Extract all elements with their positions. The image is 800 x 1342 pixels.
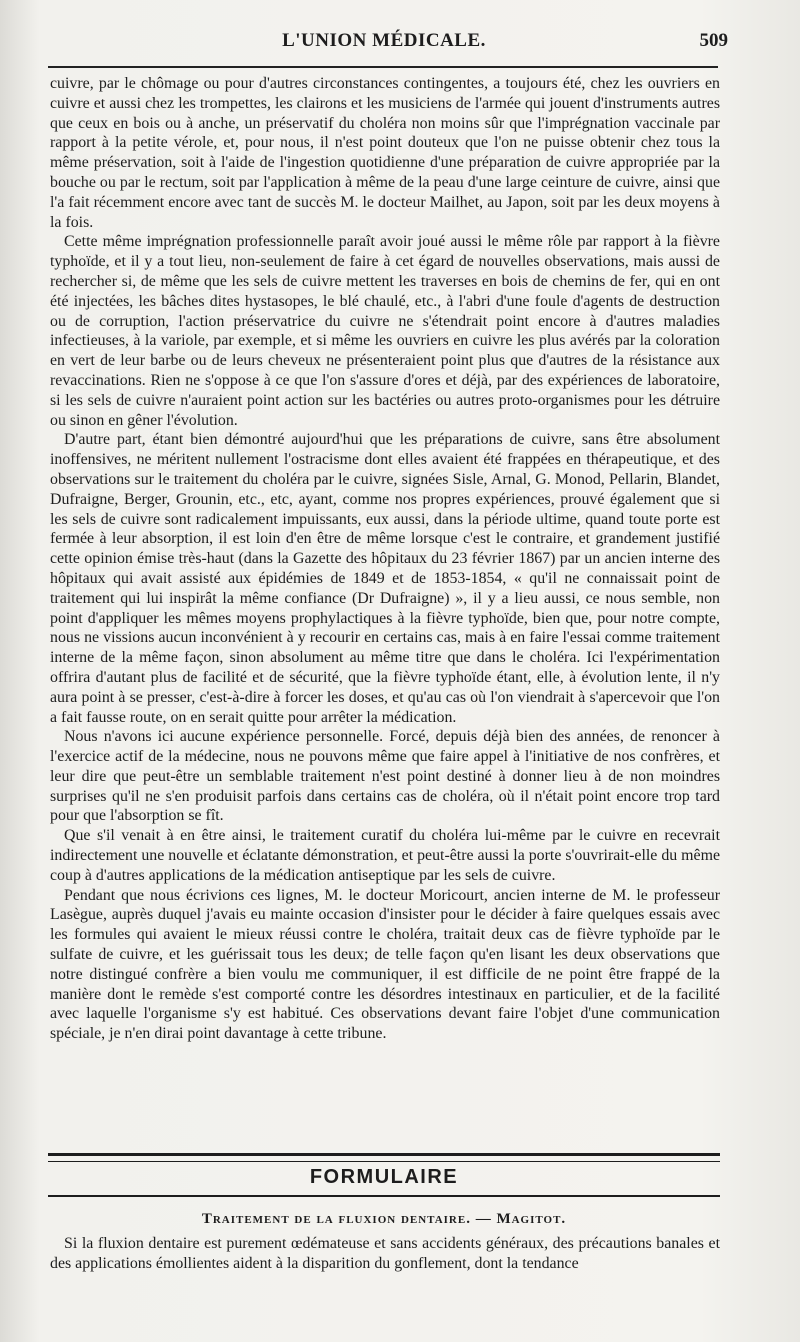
paragraph-5: Que s'il venait à en être ainsi, le traitement curatif du choléra lui-même par le cuivre en recevrait indirectement une nouvelle et éclatante démonstration, et peut-être aussi la porte s'ouvrirait-elle du même coup à d'autres applications de la médication antiseptique par les sels de cuivre. — [50, 827, 721, 884]
formula-text — [50, 1234, 720, 1274]
running-header — [48, 30, 728, 60]
paragraph-4: Nous n'avons ici aucune expérience personnelle. Forcé, depuis déjà bien des années, de renoncer à l'exercice actif de la médecine, nous ne pouvons même que faire appel à l'initiative de nos confrères, et leur dire que peut-être un semblable traitement n'est point destiné à donner lieu à de non moindres surprises qu'il ne s'en produisit parfois dans certains cas de choléra, où il n'était point encore trop tard pour que l'absorption se fît. — [50, 728, 720, 825]
paragraph-2: Cette même imprégnation professionnelle paraît avoir joué aussi le même rôle par rapport à la fièvre typhoïde, et il y a tout lieu, non-seulement de faire à cet égard de nouvelles observations, mais aussi de rechercher si, de même que les sels de cuivre mettent les traverses en bois de chemins de fer, qui en ont été injectées, les bâches dites hystasopes, le blé chaulé, etc., à l'abri d'une foule d'agents de destruction ou de corruption, l'action préservatrice du cuivre ne s'étendrait point encore à d'autres maladies infectieuses, à la variole, par exemple, et si même les ouvriers en cuivre les plus avérés par la coloration en vert de leur barbe ou de leurs cheveux ne présenteraient point plus que d'autres de la résistance aux revaccinations. Rien ne s'oppose à ce que l'on s'assure d'ores et déjà, par des expériences de laboratoire, si les sels de cuivre n'auraient point action sur les bactéries ou autres proto-organismes pour les détruire ou sinon en gêner l'évolution. — [50, 233, 720, 429]
page-number: 509 — [699, 30, 728, 51]
paragraph-3: D'autre part, étant bien démontré aujourd'hui que les préparations de cuivre, sans être absolument inoffensives, ne méritent nullement l'ostracisme dont elles avaient été frappées en thérapeutique, et des observations sur le traitement du choléra par le cuivre, signées Sisle, Arnal, G. Monod, Pellarin, Blandet, Dufraigne, Berger, Grounin, etc., etc, ayant, comme nos propres expériences, prouvé également que si les sels de cuivre sont radicalement impuissants, eux aussi, dans la période ultime, quand toute porte est fermée à leur absorption, il est loin d'en être de même lorsque c'est le contraire, et grandement justifié cette opinion émise très-haut (dans la Gazette des hôpitaux du 23 février 1867) par un ancien interne des hôpitaux qui avait assisté aux épidémies de 1849 et de 1853-1854, « qu'il ne connaissait point de traitement qui lui inspirât la même confiance (Dr Dufraigne) », il y a lieu aussi, ce nous semble, non point d'appliquer les mêmes moyens prophylactiques à la fièvre typhoïde, bien que, pour notre compte, nous ne vissions aucun inconvénient à y recourir en certains cas, mais à en faire l'essai comme traitement interne de la même façon, sinon absolument au même titre que dans le choléra. Ici l'expérimentation offrira d'autant plus de facilité et de sécurité, que la fièvre typhoïde étant, elle, à évolution lente, il n'y aura point à se presser, c'est-à-dire à forcer les doses, et qu'au cas où l'on viendrait à s'apercevoir que l'on a fait fausse route, on en serait quitte pour arrêter la médication. — [50, 431, 720, 726]
article-body-text — [50, 74, 720, 1044]
paragraph-6: Pendant que nous écrivions ces lignes, M. le docteur Moricourt, ancien interne de M. le professeur Lasègue, auprès duquel j'avais eu mainte occasion d'insister pour le décider à faire quelques essais avec les formules qui avaient le mieux réussi contre le choléra, traitait deux cas de fièvre typhoïde par le sulfate de cuivre, et les guérissait tous les deux; de telle façon qu'en lisant les deux observations que notre distingué confrère a bien voulu me communiquer, il est difficile de ne point être frappé de la manière dont le remède s'est comporté contre les désordres intestinaux en particulier, et de la facilité avec laquelle l'organisme s'y est habitué. Ces observations devant faire l'objet d'une communication spéciale, je n'en dirai point davantage à cette tribune. — [50, 886, 720, 1043]
header-rule — [48, 66, 718, 68]
section-title: FORMULAIRE — [309, 1166, 459, 1188]
paragraph-1: cuivre, par le chômage ou pour d'autres circonstances contingentes, a toujours été, chez les ouvriers en cuivre et aussi chez les trompettes, les clairons et les musiciens de l'armée qui jouent d'instruments autres que ceux en bois ou à anche, un préservatif du choléra non moins sûr que l'imprégnation vaccinale par rapport à la petite vérole, et, pour nous, il n'est point douteux que l'on ne puisse obtenir chez tous la même préservation, soit à l'aide de l'ingestion quotidienne d'une préparation de cuivre appropriée par la bouche ou par le rectum, soit par l'application à même de la peau d'une large ceinture de cuivre, ainsi que l'a fait récemment encore avec tant de succès M. le docteur Mailhet, au Japon, soit par les deux moyens à la fois. — [50, 75, 720, 231]
running-title: L'UNION MÉDICALE. — [282, 30, 486, 51]
section-title-rule — [48, 1195, 720, 1197]
section-divider — [48, 1153, 720, 1162]
formula-title: Traitement de la fluxion dentaire. — Magitot. — [201, 1211, 567, 1227]
formula-paragraph: Si la fluxion dentaire est purement œdémateuse et sans accidents généraux, des précautions banales et des applications émollientes aident à la disparition du gonflement, dont la tendance — [50, 1235, 720, 1272]
